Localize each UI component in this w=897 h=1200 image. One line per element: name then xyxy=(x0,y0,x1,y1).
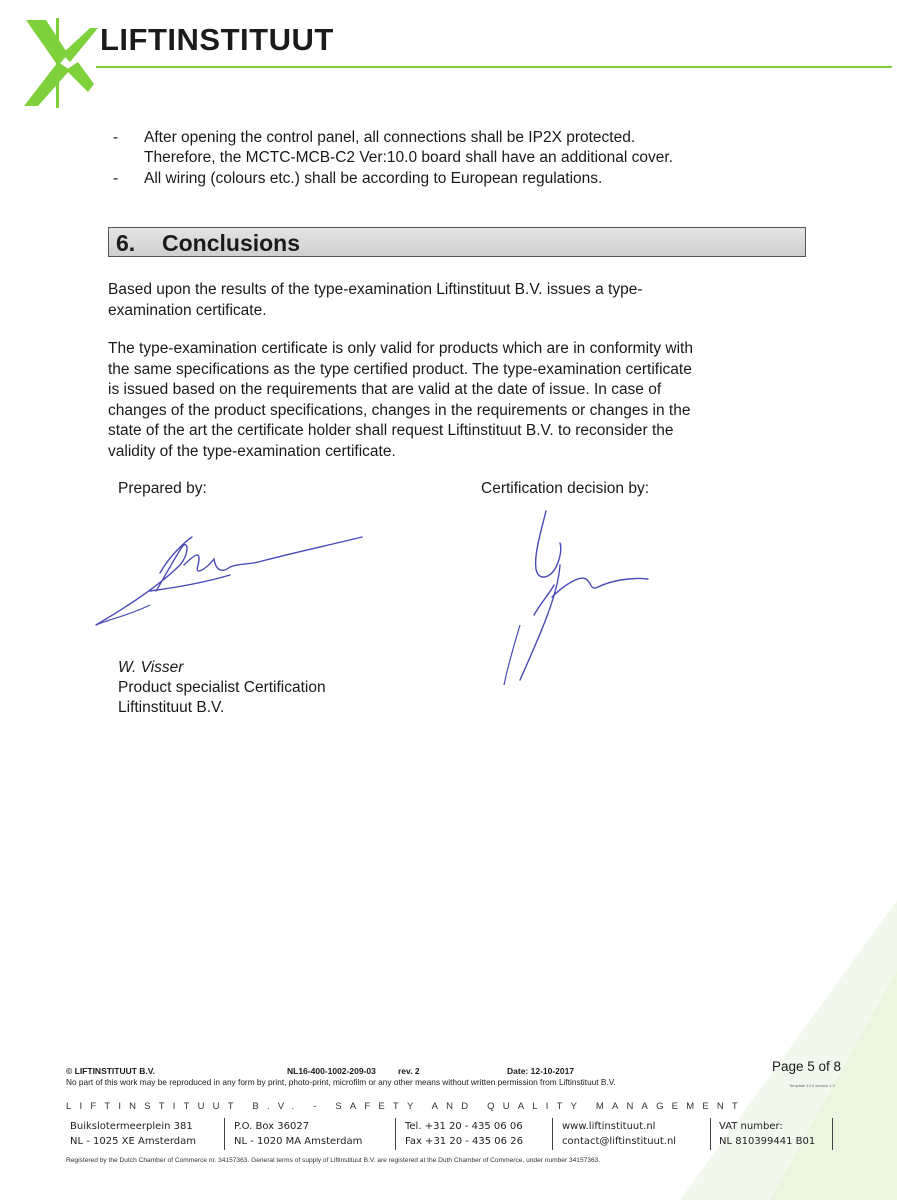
footer-vat-number: NL 810399441 B01 xyxy=(719,1136,816,1147)
footer-company: © LIFTINSTITUUT B.V. xyxy=(66,1066,156,1076)
certification-signature xyxy=(490,505,660,690)
footer-vat-label: VAT number: xyxy=(719,1121,783,1132)
footer-postbox-line: NL - 1020 MA Amsterdam xyxy=(234,1136,363,1147)
header-rule xyxy=(96,66,892,68)
footer-fax-line: Fax +31 20 - 435 06 26 xyxy=(405,1136,523,1147)
preparer-company: Liftinstituut B.V. xyxy=(118,699,225,716)
footer-website-link[interactable]: www.liftinstituut.nl xyxy=(562,1121,656,1132)
footer-document-number: NL16-400-1002-209-03 xyxy=(287,1066,376,1076)
paragraph-line: The type-examination certificate is only valid for products which are in conformity with xyxy=(108,340,693,357)
footer-registration: Registered by the Dutch Chamber of Commerce nr. 34157363. General terms of supply of Liftinstituut B.V. are registered at the Duth Chamber of Commerce, under number 34157363. xyxy=(66,1157,601,1164)
footer-revision: rev. 2 xyxy=(398,1066,420,1076)
section-number: 6. xyxy=(116,230,136,256)
footer-vat xyxy=(719,1119,815,1149)
footer-tagline: LIFTINSTITUUT B.V. - SAFETY AND QUALITY MANAGEMENT xyxy=(66,1101,746,1112)
footer-divider xyxy=(832,1118,833,1150)
footer-template-version: Template 14.0 version 1.0 xyxy=(789,1083,835,1088)
watermark-graphic xyxy=(620,880,897,1200)
footer-postbox-line: P.O. Box 36027 xyxy=(234,1121,310,1132)
bullet-line: All wiring (colours etc.) shall be according to European regulations. xyxy=(144,170,603,187)
bullet-dash: - xyxy=(113,129,119,146)
footer-email-link[interactable]: contact@liftinstituut.nl xyxy=(562,1136,677,1147)
bullet-dash: - xyxy=(113,170,119,187)
preparer-name: W. Visser xyxy=(118,659,184,676)
paragraph-line: Based upon the results of the type-examination Liftinstituut B.V. issues a type- xyxy=(108,281,643,298)
paragraph-line: validity of the type-examination certificate. xyxy=(108,442,396,460)
footer-contact xyxy=(562,1119,676,1149)
footer-address-line: Buikslotermeerplein 381 xyxy=(70,1121,193,1132)
footer-divider xyxy=(395,1118,396,1150)
footer-divider xyxy=(710,1118,711,1150)
footer-divider xyxy=(224,1118,225,1150)
footer-postbox xyxy=(234,1119,362,1149)
preparer-signature xyxy=(90,525,370,635)
prepared-by-label: Prepared by: xyxy=(118,480,207,497)
paragraph-line: the same specifications as the type certified product. The type-examination certificate xyxy=(108,360,692,378)
section-title: Conclusions xyxy=(162,230,301,256)
liftinstituut-logo-icon xyxy=(18,18,98,108)
footer-phone xyxy=(405,1119,523,1149)
bullet-line: After opening the control panel, all connections shall be IP2X protected. xyxy=(144,129,636,146)
paragraph-line: state of the art the certificate holder shall request Liftinstituut B.V. to reconsider the xyxy=(108,422,674,439)
certification-decision-label: Certification decision by: xyxy=(481,480,649,497)
footer-address-line: NL - 1025 XE Amsterdam xyxy=(70,1136,197,1147)
bullet-line: Therefore, the MCTC-MCB-C2 Ver:10.0 board shall have an additional cover. xyxy=(144,149,673,166)
page-number: Page 5 of 8 xyxy=(772,1059,842,1074)
paragraph-line: changes of the product specifications, changes in the requirements or changes in the xyxy=(108,401,691,419)
footer-copyright: No part of this work may be reproduced in any form by print, photo-print, microfilm or any other means without written permission from Liftinstituut B.V. xyxy=(66,1077,616,1087)
brand-name: LIFTINSTITUUT xyxy=(100,22,334,57)
paragraph-line: is issued based on the requirements that are valid at the date of issue. In case of xyxy=(108,381,662,398)
paragraph-issuance xyxy=(108,280,828,321)
bullet-item-wiring xyxy=(113,169,813,189)
bullet-item-ip2x xyxy=(113,128,813,168)
footer-date: Date: 12-10-2017 xyxy=(507,1066,575,1076)
footer-address xyxy=(70,1119,196,1149)
paragraph-validity xyxy=(108,339,828,462)
footer-phone-line: Tel. +31 20 - 435 06 06 xyxy=(405,1121,523,1132)
paragraph-line: examination certificate. xyxy=(108,301,267,319)
preparer-role: Product specialist Certification xyxy=(118,679,326,696)
footer-divider xyxy=(552,1118,553,1150)
